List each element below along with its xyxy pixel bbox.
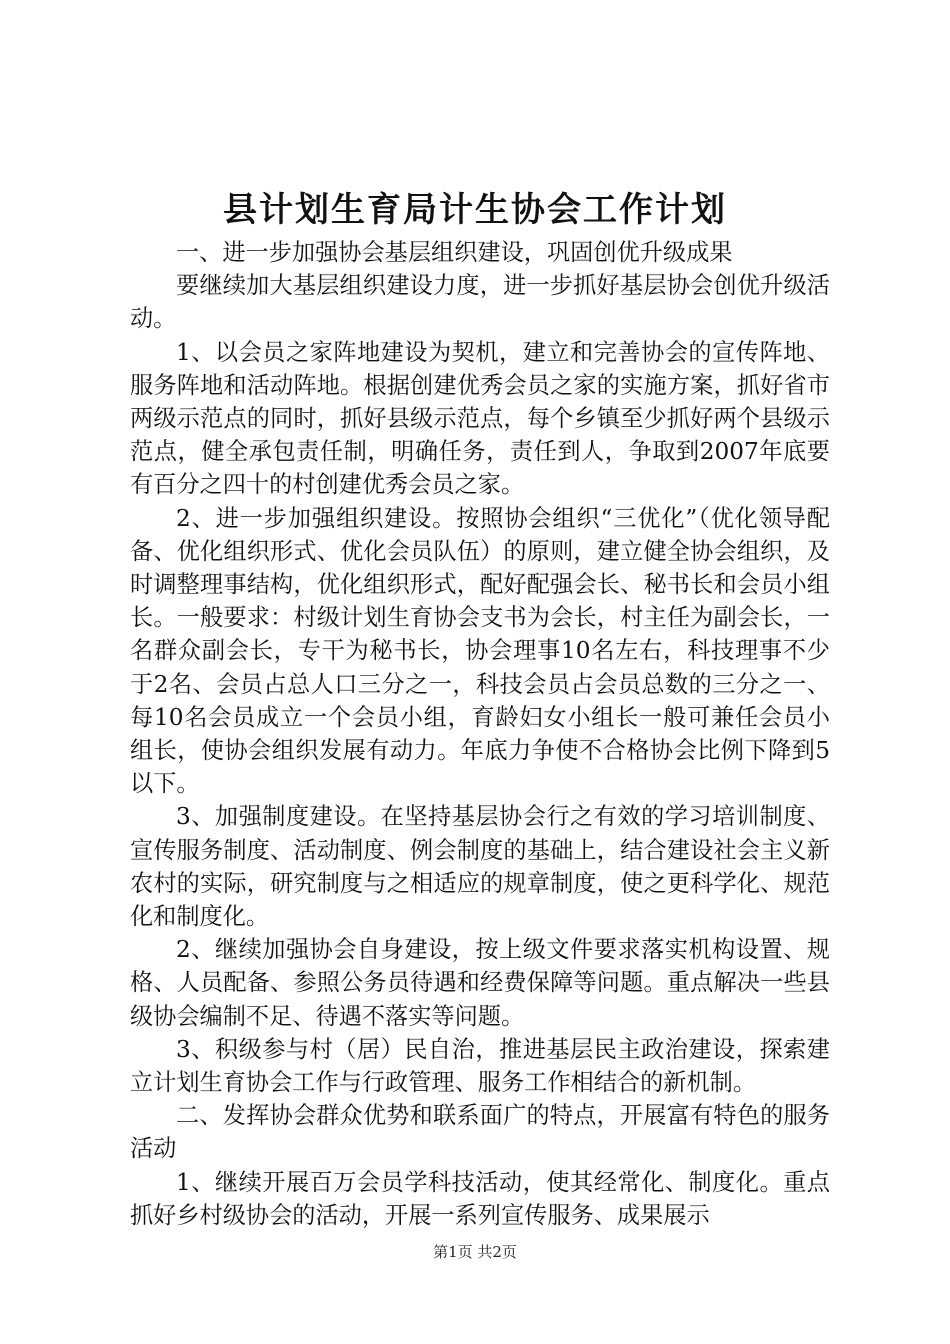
- paragraph-intro: 要继续加大基层组织建设力度，进一步抓好基层协会创优升级活动。: [130, 272, 830, 333]
- paragraph-item-1b: 1、继续开展百万会员学科技活动，使其经常化、制度化。重点抓好乡村级协会的活动，开展一系列宣传服务、成果展示: [130, 1168, 830, 1229]
- section-heading-1: 一、进一步加强协会基层组织建设，巩固创优升级成果: [176, 239, 733, 266]
- paragraph-item-3: 3、加强制度建设。在坚持基层协会行之有效的学习培训制度、宣传服务制度、活动制度、例会制度的基础上，结合建设社会主义新农村的实际，研究制度与之相适应的规章制度，使之更科学化、规范化和制度化。: [130, 803, 830, 931]
- paragraph-item-3b: 3、积级参与村（居）民自治，推进基层民主政治建设，探索建立计划生育协会工作与行政管理、服务工作相结合的新机制。: [130, 1035, 830, 1097]
- page-number-footer: 第1页 共2页: [433, 1243, 517, 1261]
- section-heading-2: 二、发挥协会群众优势和联系面广的特点，开展富有特色的服务活动: [130, 1102, 830, 1163]
- paragraph-item-2b: 2、继续加强协会自身建设，按上级文件要求落实机构设置、规格、人员配备、参照公务员待遇和经费保障等问题。重点解决一些县级协会编制不足、待遇不落实等问题。: [130, 936, 830, 1030]
- document-body: [130, 236, 830, 1232]
- document-title: 县计划生育局计生协会工作计划: [223, 190, 727, 230]
- paragraph-item-2: 2、进一步加强组织建设。按照协会组织“三优化”（优化领导配备、优化组织形式、优化会员队伍）的原则，建立健全协会组织，及时调整理事结构，优化组织形式，配好配强会长、秘书长和会员小组长。一般要求：村级计划生育协会支书为会长，村主任为副会长，一名群众副会长，专干为秘书长，协会理事10名左右，科技理事不少于2名、会员占总人口三分之一，科技会员占会员总数的三分之一、每10名会员成立一个会员小组，育龄妇女小组长一般可兼任会员小组长，使协会组织发展有动力。年底力争使不合格协会比例下降到5以下。: [130, 504, 830, 798]
- paragraph-item-1: 1、以会员之家阵地建设为契机，建立和完善协会的宣传阵地、服务阵地和活动阵地。根据创建优秀会员之家的实施方案，抓好省市两级示范点的同时，抓好县级示范点，每个乡镇至少抓好两个县级示范点，健全承包责任制，明确任务，责任到人，争取到2007年底要有百分之四十的村创建优秀会员之家。: [130, 338, 830, 499]
